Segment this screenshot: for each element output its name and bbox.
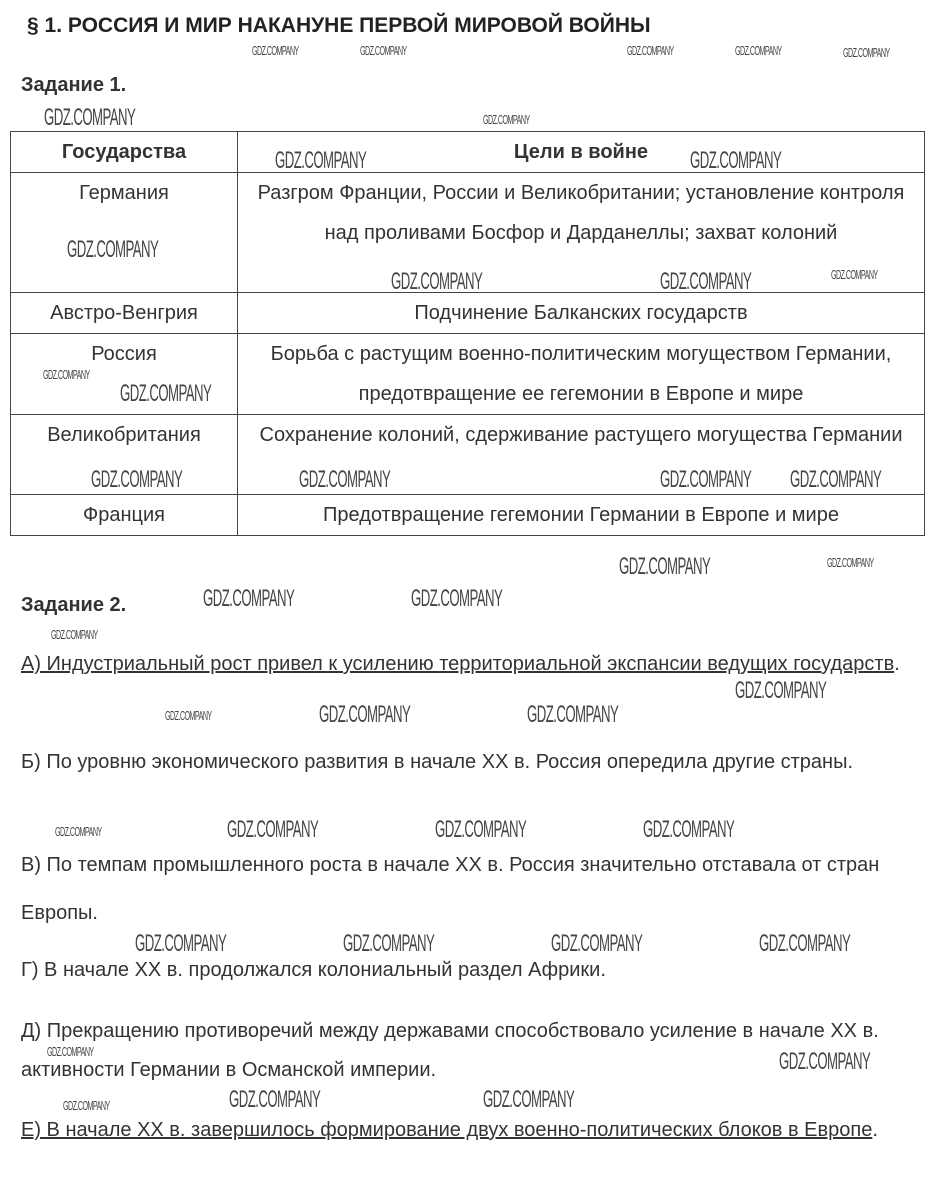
watermark: GDZ.COMPANY — [51, 627, 98, 642]
watermark: GDZ.COMPANY — [229, 1086, 321, 1113]
goals-cell: Подчинение Балканских государств — [238, 293, 925, 334]
statement-f — [21, 1111, 911, 1150]
watermark: GDZ.COMPANY — [343, 930, 435, 957]
watermark: GDZ.COMPANY — [435, 816, 527, 843]
state-cell: Австро-Венгрия — [11, 293, 238, 334]
header-goals: Цели в войне — [238, 132, 925, 173]
watermark: GDZ.COMPANY — [391, 268, 483, 295]
watermark: GDZ.COMPANY — [252, 43, 299, 58]
watermark: GDZ.COMPANY — [660, 466, 752, 493]
watermark: GDZ.COMPANY — [831, 267, 878, 282]
goals-cell: Сохранение колоний, сдерживание растущего могущества Германии — [238, 415, 925, 495]
watermark: GDZ.COMPANY — [643, 816, 735, 843]
watermark: GDZ.COMPANY — [227, 816, 319, 843]
watermark: GDZ.COMPANY — [44, 104, 136, 131]
state-cell: Франция — [11, 495, 238, 536]
goals-cell: Предотвращение гегемонии Германии в Европе и мире — [238, 495, 925, 536]
task1-heading: Задание 1. — [21, 74, 127, 96]
statement-e: Д) Прекращению противоречий между державами способствовало усиление в начале XX в. активности Германии в Османской империи. — [21, 1020, 879, 1081]
watermark: GDZ.COMPANY — [827, 555, 874, 570]
state-cell: Германия — [11, 173, 238, 293]
watermark: GDZ.COMPANY — [619, 553, 711, 580]
watermark: GDZ.COMPANY — [483, 1086, 575, 1113]
watermark: GDZ.COMPANY — [660, 268, 752, 295]
table-row — [11, 495, 925, 536]
statement-end: . — [872, 1119, 878, 1141]
watermark: GDZ.COMPANY — [843, 45, 890, 60]
watermark: GDZ.COMPANY — [790, 466, 882, 493]
watermark: GDZ.COMPANY — [43, 367, 90, 382]
statement-text: А) Индустриальный рост привел к усилению территориальной экспансии ведущих государств — [21, 653, 895, 675]
statement-d: Г) В начале XX в. продолжался колониальный раздел Африки. — [21, 959, 606, 981]
watermark: GDZ.COMPANY — [690, 147, 782, 174]
statement-c: В) По темпам промышленного роста в начале XX в. Россия значительно отставала от стран Европы. — [21, 854, 880, 924]
watermark: GDZ.COMPANY — [120, 380, 212, 407]
statement-b: Б) По уровню экономического развития в начале XX в. Россия опередила другие страны. — [21, 751, 854, 773]
watermark: GDZ.COMPANY — [135, 930, 227, 957]
watermark: GDZ.COMPANY — [483, 112, 530, 127]
watermark: GDZ.COMPANY — [735, 43, 782, 58]
watermark: GDZ.COMPANY — [527, 701, 619, 728]
watermark: GDZ.COMPANY — [360, 43, 407, 58]
watermark: GDZ.COMPANY — [203, 585, 295, 612]
statement-end: . — [894, 653, 900, 675]
watermark: GDZ.COMPANY — [55, 824, 102, 839]
header-states: Государства — [11, 132, 238, 173]
goals-cell: Борьба с растущим военно-политическим могуществом Германии, предотвращение ее гегемонии в Европе и мире — [238, 334, 925, 415]
statement-text: Е) В начале XX в. завершилось формирование двух военно-политических блоков в Европе — [21, 1119, 873, 1141]
table-header-row — [11, 132, 925, 173]
watermark: GDZ.COMPANY — [67, 236, 159, 263]
watermark: GDZ.COMPANY — [759, 930, 851, 957]
state-cell: Россия — [11, 334, 238, 415]
watermark: GDZ.COMPANY — [411, 585, 503, 612]
watermark: GDZ.COMPANY — [275, 147, 367, 174]
watermark: GDZ.COMPANY — [299, 466, 391, 493]
watermark: GDZ.COMPANY — [551, 930, 643, 957]
state-cell: Великобритания — [11, 415, 238, 495]
goals-cell: Разгром Франции, России и Великобритании; установление контроля над проливами Босфор и Дарданеллы; захват колоний — [238, 173, 925, 293]
watermark: GDZ.COMPANY — [319, 701, 411, 728]
watermark: GDZ.COMPANY — [91, 466, 183, 493]
watermark: GDZ.COMPANY — [627, 43, 674, 58]
table-row — [11, 293, 925, 334]
watermark: GDZ.COMPANY — [47, 1044, 94, 1059]
watermark: GDZ.COMPANY — [735, 677, 827, 704]
watermark: GDZ.COMPANY — [165, 708, 212, 723]
watermark: GDZ.COMPANY — [779, 1048, 871, 1075]
page-title: § 1. РОССИЯ И МИР НАКАНУНЕ ПЕРВОЙ МИРОВОЙ ВОЙНЫ — [27, 14, 651, 37]
task2-heading: Задание 2. — [21, 594, 127, 616]
watermark: GDZ.COMPANY — [63, 1098, 110, 1113]
